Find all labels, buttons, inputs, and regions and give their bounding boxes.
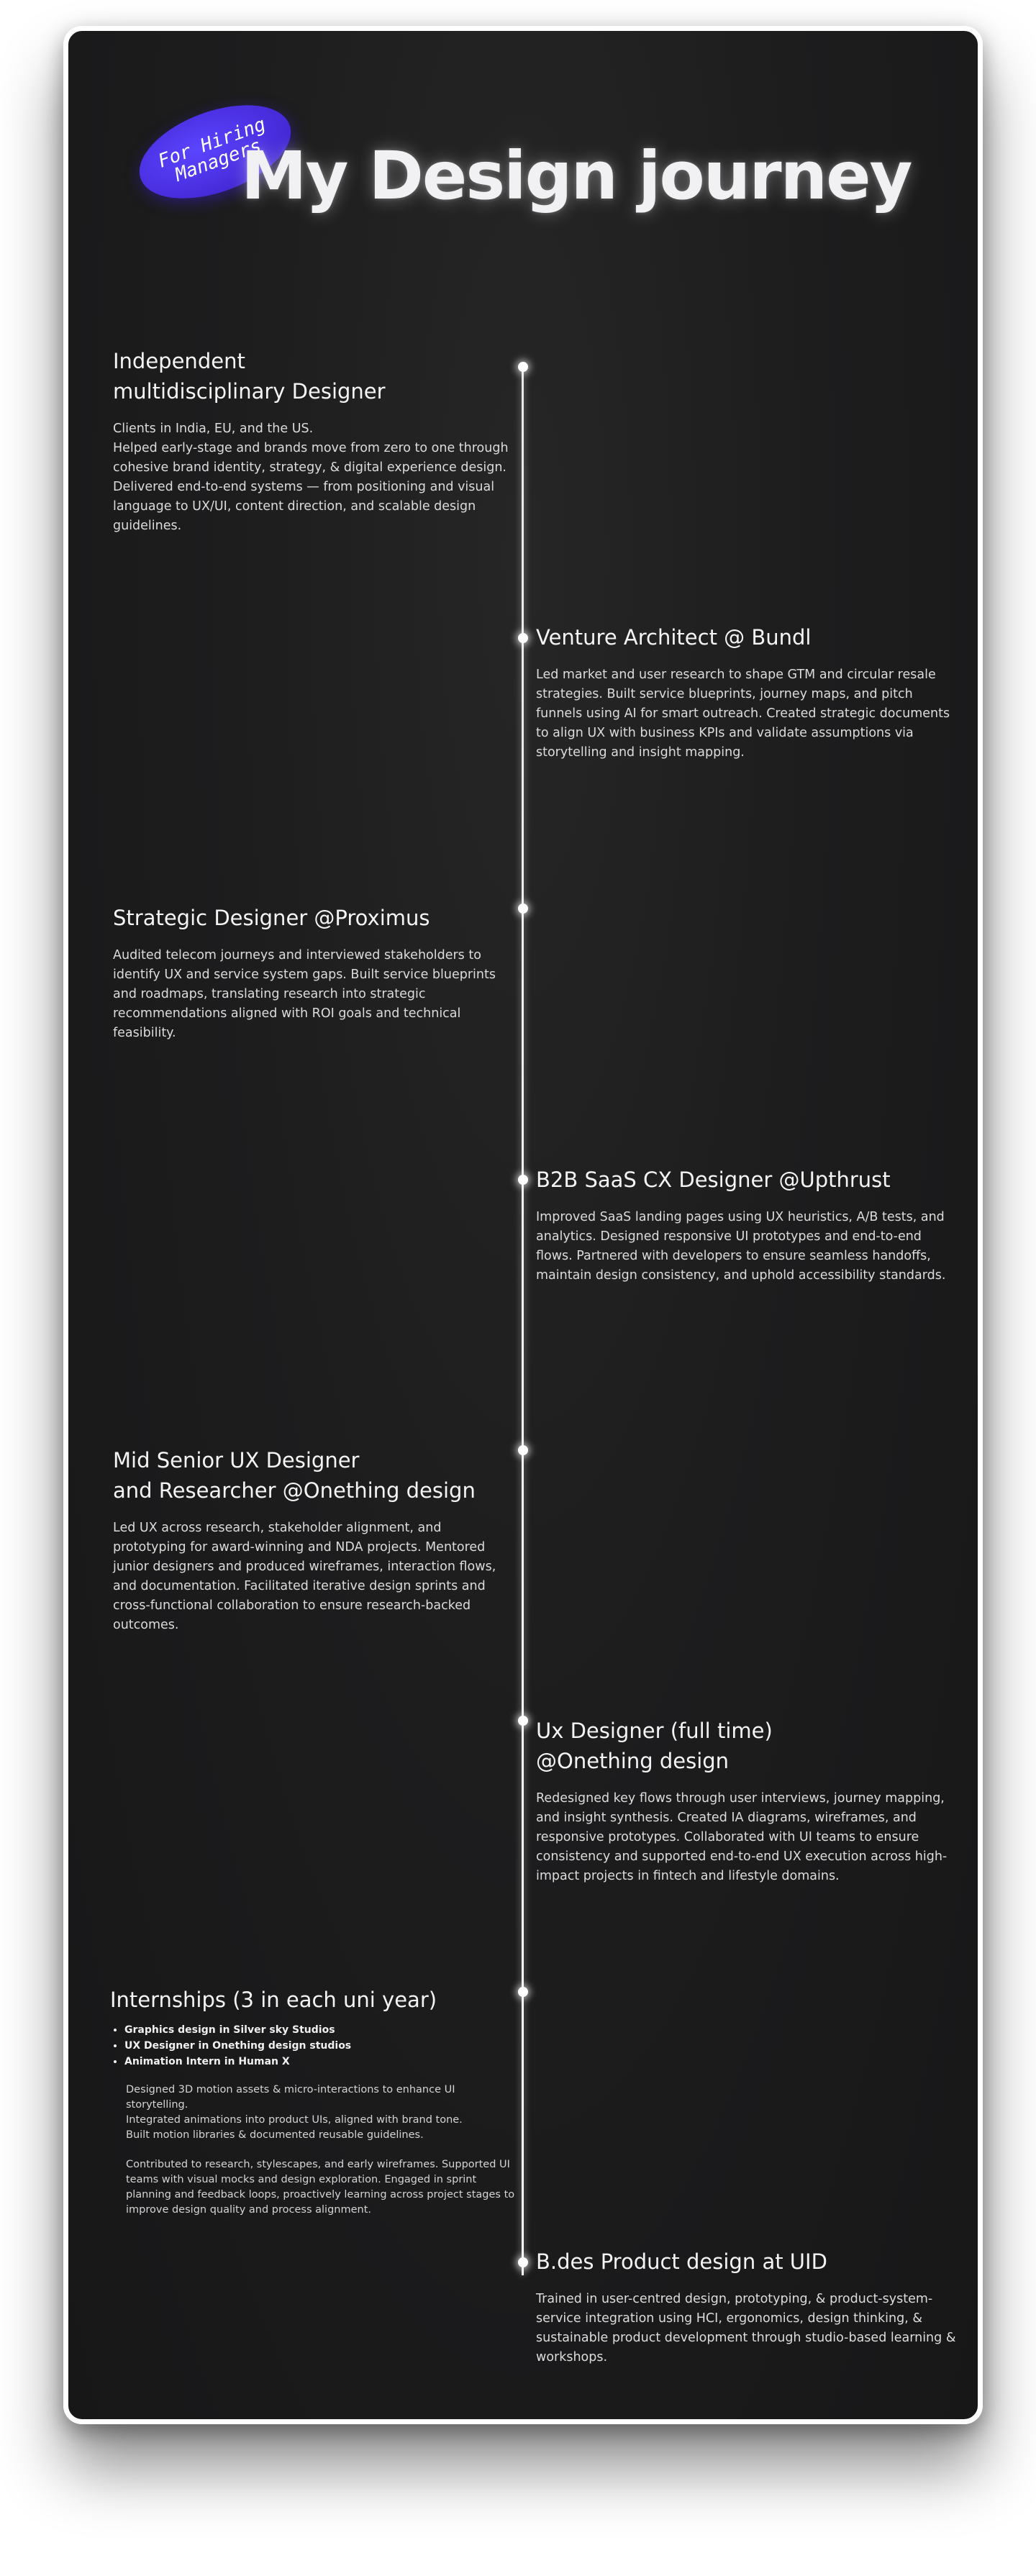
- entry-description: Led market and user research to shape GTM and circular resale strategies. Built service blueprints, journey maps, and pitch funnels using AI for smart outreach. Created strategic documents to align UX with business KPIs and validate assumptions via storytelling and insight mapping.: [536, 668, 950, 760]
- journey-card: [63, 26, 983, 2424]
- entry-title: Strategic Designer @Proximus: [113, 906, 430, 930]
- internship-paragraph-motion: Designed 3D motion assets & micro-interactions to enhance UI storytelling. Integrated animations into product UIs, aligned with brand tone. Built motion libraries & documented reusable guidelines.: [126, 2084, 463, 2141]
- timeline-dot: [518, 1445, 528, 1455]
- entry-title: Venture Architect @ Bundl: [536, 625, 812, 650]
- timeline-dot: [518, 904, 528, 914]
- entry-description: Clients in India, EU, and the US. Helped early-stage and brands move from zero to one through cohesive brand identity, strategy, & digital experience design. Delivered end-to-end systems — from positioning and visual language to UX/UI, content direction, and scalable design guidelines.: [113, 422, 509, 533]
- timeline-dot: [518, 2257, 528, 2267]
- page-title: My Design journey: [241, 137, 912, 214]
- timeline-entry-onething-ux: [536, 1716, 960, 1886]
- list-item: • Graphics design in Silver sky Studios: [124, 2022, 520, 2038]
- internship-paragraph-research: Contributed to research, stylescapes, and early wireframes. Supported UI teams with visual mocks and design exploration. Engaged in sprint planning and feedback loops, proactively learning across project stages to improve design quality and process alignment.: [126, 2159, 515, 2216]
- entry-description: Redesigned key flows through user interviews, journey mapping, and insight synthesis. Created IA diagrams, wireframes, and responsive prototypes. Collaborated with UI teams to ensure consistency and supported end-to-end UX execution across high-impact projects in fintech and lifestyle domains.: [536, 1791, 948, 1883]
- timeline-entry-bdes-uid: [536, 2247, 960, 2367]
- timeline-entry-onething-mid-senior: [113, 1445, 516, 1635]
- entry-title: Internships (3 in each uni year): [110, 1988, 437, 2012]
- timeline-dot: [518, 633, 528, 643]
- entry-title: Mid Senior UX Designer and Researcher @Onething design: [113, 1448, 476, 1503]
- entry-title: Independent multidisciplinary Designer: [113, 349, 386, 404]
- entry-description: Improved SaaS landing pages using UX heuristics, A/B tests, and analytics. Designed responsive UI prototypes and end-to-end flows. Partnered with developers to ensure seamless handoffs, maintain design consistency, and uphold accessibility standards.: [536, 1210, 946, 1283]
- timeline-dot: [518, 1175, 528, 1185]
- timeline-entry-upthrust: [536, 1165, 960, 1285]
- entry-description: Audited telecom journeys and interviewed stakeholders to identify UX and service system gaps. Built service blueprints and roadmaps, translating research into strategic recommendations aligned with ROI goals and technical feasibility.: [113, 948, 496, 1040]
- entry-description: Led UX across research, stakeholder alignment, and prototyping for award-winning and NDA projects. Mentored junior designers and produced wireframes, interaction flows, and documentation. Facilitated iterative design sprints and cross-functional collaboration to ensure research-backed outcomes.: [113, 1521, 496, 1632]
- timeline-dot: [518, 362, 528, 372]
- entry-title: Ux Designer (full time) @Onething design: [536, 1719, 773, 1773]
- list-item: • UX Designer in Onething design studios: [124, 2038, 520, 2054]
- timeline-entry-internships: [110, 1985, 520, 2232]
- timeline-dot: [518, 1716, 528, 1726]
- timeline-entry-bundl: [536, 622, 960, 763]
- timeline-entry-independent-designer: [113, 346, 516, 536]
- timeline-entry-proximus: [113, 903, 516, 1043]
- entry-description: Trained in user-centred design, prototyping, & product-system-service integration using HCI, ergonomics, design thinking, & sustainable product development through studio-based learning & workshops.: [536, 2292, 956, 2365]
- entry-title: B2B SaaS CX Designer @Upthrust: [536, 1168, 891, 1192]
- list-item: • Animation Intern in Human X: [124, 2054, 520, 2070]
- internship-list: [110, 2022, 520, 2070]
- badge-label: For Hiring Managers: [155, 113, 269, 186]
- entry-title: B.des Product design at UID: [536, 2249, 827, 2274]
